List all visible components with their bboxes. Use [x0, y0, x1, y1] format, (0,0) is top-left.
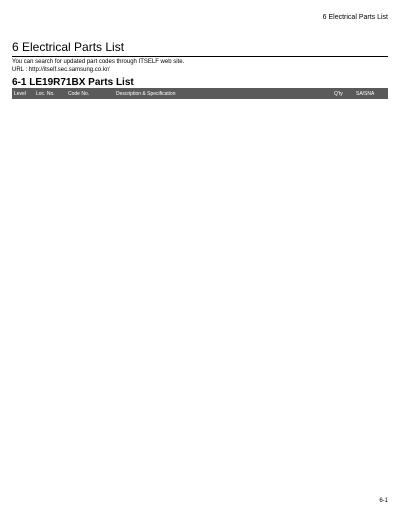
parts-list-subheading: 6-1 LE19R71BX Parts List [12, 77, 134, 88]
intro-line-1: You can search for updated part codes through ITSELF web site. [12, 59, 185, 65]
parts-table [12, 88, 388, 99]
running-head: 6 Electrical Parts List [322, 14, 388, 21]
table-header-row [12, 88, 388, 99]
header-sa-sna: SA/SNA [354, 88, 388, 99]
intro-line-2: URL : http://itself.sec.samsung.co.kr/ [12, 67, 110, 73]
header-code-no: Code No. [66, 88, 114, 99]
header-loc-no: Loc. No. [34, 88, 66, 99]
header-qty: Q'ty [332, 88, 354, 99]
intro-text [12, 58, 184, 74]
page-number: 6-1 [379, 498, 388, 504]
section-heading: 6 Electrical Parts List [12, 40, 388, 57]
header-description: Description & Specification [114, 88, 332, 99]
header-level: Level [12, 88, 34, 99]
